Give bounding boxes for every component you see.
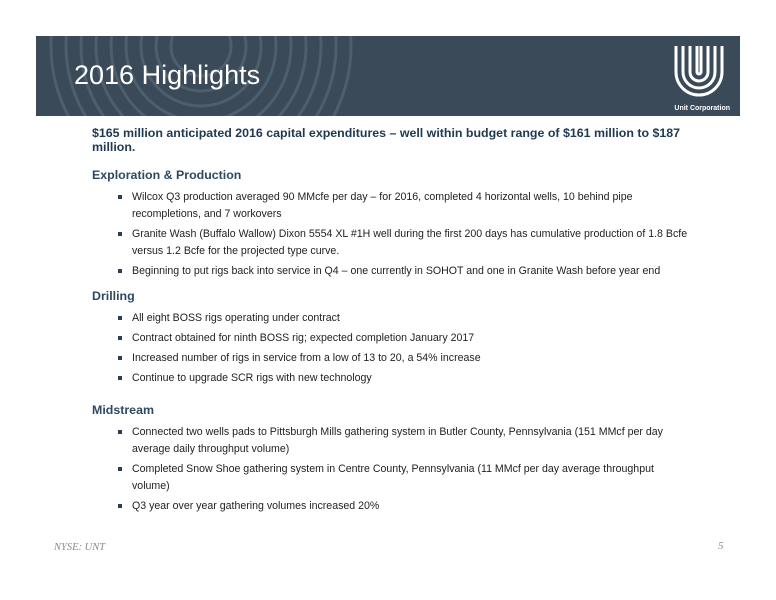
list-item: All eight BOSS rigs operating under contract <box>92 310 692 327</box>
section-midstream <box>92 403 692 515</box>
slide-content <box>92 126 692 524</box>
list-item: Q3 year over year gathering volumes increased 20% <box>92 498 692 515</box>
bullet-square-icon <box>118 376 122 380</box>
section-title: Midstream <box>92 403 154 417</box>
list-item: Granite Wash (Buffalo Wallow) Dixon 5554 XL #1H well during the first 200 days has cumulative production of 1.8 Bcfe versus 1.2 Bcfe for the projected type curve. <box>92 226 692 260</box>
section-drilling <box>92 289 692 387</box>
list-item: Contract obtained for ninth BOSS rig; expected completion January 2017 <box>92 330 692 347</box>
lead-statement: $165 million anticipated 2016 capital expenditures – well within budget range of $161 million to $187 million. <box>92 126 681 154</box>
list-item: Increased number of rigs in service from a low of 13 to 20, a 54% increase <box>92 350 692 367</box>
bullet-square-icon <box>118 195 122 199</box>
ticker-label: NYSE: UNT <box>54 542 106 553</box>
section-title: Exploration & Production <box>92 168 242 182</box>
bullet-square-icon <box>118 356 122 360</box>
bullet-square-icon <box>118 430 122 434</box>
page-title: 2016 Highlights <box>74 60 261 90</box>
bullet-square-icon <box>118 467 122 471</box>
header-banner <box>36 36 740 116</box>
bullet-list <box>92 424 692 515</box>
list-item: Continue to upgrade SCR rigs with new technology <box>92 370 692 387</box>
page-number: 5 <box>718 540 724 552</box>
list-item: Completed Snow Shoe gathering system in Centre County, Pennsylvania (11 MMcf per day average throughput volume) <box>92 461 692 495</box>
unit-corporation-logo <box>670 42 728 112</box>
section-title: Drilling <box>92 289 135 303</box>
list-item: Beginning to put rigs back into service in Q4 – one currently in SOHOT and one in Granite Wash before year end <box>92 263 692 280</box>
bullet-square-icon <box>118 336 122 340</box>
bullet-list <box>92 189 692 280</box>
logo-text: Unit Corporation <box>674 105 730 112</box>
bullet-list <box>92 310 692 387</box>
bullet-square-icon <box>118 269 122 273</box>
bullet-square-icon <box>118 504 122 508</box>
bullet-square-icon <box>118 316 122 320</box>
bullet-square-icon <box>118 232 122 236</box>
list-item: Wilcox Q3 production averaged 90 MMcfe per day – for 2016, completed 4 horizontal wells, 10 behind pipe recompletions, and 7 workovers <box>92 189 692 223</box>
section-exploration-production <box>92 168 692 280</box>
list-item: Connected two wells pads to Pittsburgh Mills gathering system in Butler County, Pennsylvania (151 MMcf per day average daily throughput volume) <box>92 424 692 458</box>
